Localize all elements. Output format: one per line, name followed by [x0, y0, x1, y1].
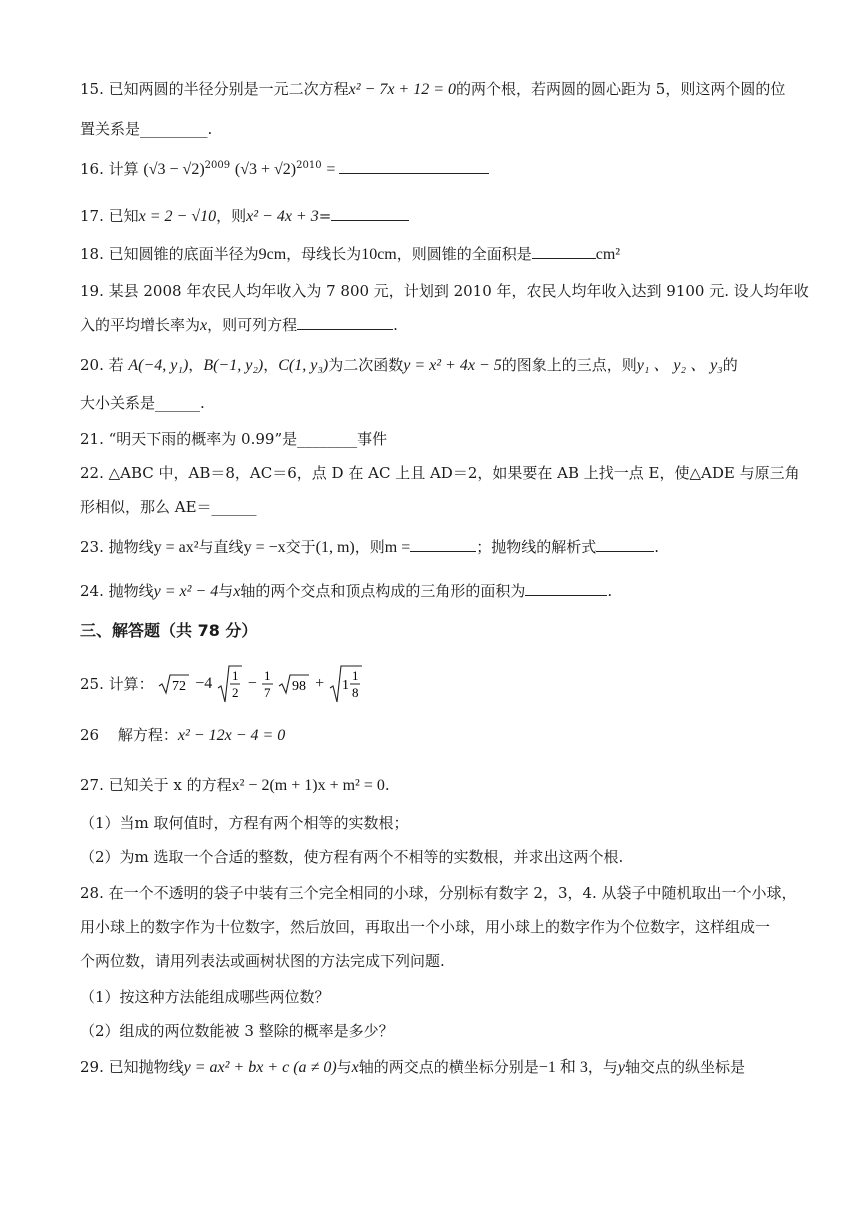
question-28-line-1: 28. 在一个不透明的袋子中装有三个完全相同的小球，分别标有数字 2，3，4. 从袋子中随机取出一个小球， — [80, 884, 797, 902]
q27-equation: x² − 2(m + 1)x + m² = 0 — [231, 777, 385, 794]
svg-text:1: 1 — [351, 668, 359, 683]
svg-text:1: 1 — [232, 668, 239, 683]
sqrt-98 — [278, 673, 310, 695]
q23-blank-2 — [596, 537, 654, 552]
q27-text-a: 27. 已知关于 x 的方程 — [80, 776, 232, 794]
q29-text-d: ，与 — [587, 1058, 618, 1076]
q25-minus: − — [247, 675, 257, 692]
sqrt-72 — [158, 673, 190, 695]
question-29 — [80, 1056, 745, 1079]
q19-text-c: . — [393, 316, 398, 334]
q20-tail-2: 的 — [722, 356, 738, 374]
q18-text-a: 18. 已知圆锥的底面半径为 — [80, 245, 259, 263]
q16-prefix: 16. 计算 — [80, 160, 139, 178]
sqrt-one-and-one-eighth — [329, 664, 363, 704]
q17-suffix: = — [318, 207, 332, 225]
question-17 — [80, 205, 409, 228]
svg-text:1: 1 — [341, 678, 349, 693]
q23-text-d: ，则 — [354, 538, 385, 556]
question-19-line-2 — [80, 314, 398, 337]
question-20-line-2: 大小关系是______. — [80, 394, 205, 412]
question-28-part-1: （1）按这种方法能组成哪些两位数？ — [80, 988, 330, 1006]
svg-text:72: 72 — [172, 679, 187, 694]
svg-text:8: 8 — [351, 685, 359, 700]
question-15-line-2: 置关系是_________. — [80, 120, 213, 138]
q19-variable: x — [200, 317, 208, 334]
q29-values: −1 和 3 — [538, 1059, 588, 1076]
svg-text:98: 98 — [292, 679, 307, 694]
question-22-line-1: 22. △ABC 中，AB＝8，AC＝6，点 D 在 AC 上且 AD＝2，如果要在 AB 上找一点 E，使△ADE 与原三角 — [80, 464, 800, 482]
q23-text-a: 23. 抛物线 — [80, 538, 154, 556]
q23-parabola: y = ax² — [153, 539, 199, 556]
q26-number: 26 — [80, 726, 100, 744]
svg-text:2: 2 — [232, 685, 239, 700]
question-27-part-1: （1）当m 取何值时，方程有两个相等的实数根； — [80, 814, 409, 832]
q29-function: y = ax² + bx + c (a ≠ 0) — [183, 1059, 337, 1076]
q19-text-a: 入的平均增长率为 — [80, 316, 201, 334]
question-27-part-2: （2）为m 选取一个合适的整数，使方程有两个不相等的实数根，并求出这两个根. — [80, 848, 624, 866]
q29-y: y — [617, 1059, 625, 1076]
fraction-one-seventh — [262, 666, 274, 702]
q25-minus-4: −4 — [195, 675, 213, 692]
question-19-line-1: 19. 某县 2008 年农民人均年收入为 7 800 元，计划到 2010 年，农民人均年收入达到 9100 元. 设人均年收 — [80, 282, 809, 300]
q24-text-c: 轴的两个交点和顶点构成的三角形的面积为 — [240, 582, 526, 600]
q29-text-a: 29. 已知抛物线 — [80, 1058, 184, 1076]
q17-expression: x² − 4x + 3 — [246, 208, 319, 225]
q24-answer-blank — [525, 581, 607, 596]
q15-text-a: 15. 已知两圆的半径分别是一元二次方程 — [80, 80, 349, 98]
svg-text:1: 1 — [263, 668, 271, 683]
q23-text-g: . — [654, 538, 660, 556]
q29-text-e: 轴交点的纵坐标是 — [624, 1058, 745, 1076]
q23-text-c: 交于 — [285, 538, 316, 556]
q15-text-b: 的两个根，若两圆的圆心距为 5，则这两个圆的位 — [456, 80, 786, 98]
q18-slant-length: 10cm — [361, 246, 397, 263]
q20-prefix: 20. 若 — [80, 356, 124, 374]
q19-answer-blank — [297, 315, 393, 330]
q18-unit: cm² — [595, 246, 621, 263]
q16-equals: = — [326, 161, 340, 178]
question-24 — [80, 580, 612, 603]
sqrt-half — [217, 664, 243, 704]
question-18 — [80, 243, 620, 266]
q27-text-b: . — [384, 776, 390, 794]
q15-equation: x² − 7x + 12 = 0 — [348, 81, 457, 98]
q18-text-c: ，则圆锥的全面积是 — [396, 245, 532, 263]
q20-mid: 为二次函数 — [328, 356, 404, 374]
q17-condition: x = 2 − √10 — [138, 208, 217, 225]
q26-prefix: 解方程： — [117, 726, 178, 744]
question-16 — [80, 158, 489, 181]
q29-x: x — [351, 1059, 359, 1076]
question-28-part-2: （2）组成的两位数能被 3 整除的概率是多少？ — [80, 1022, 394, 1040]
q25-prefix: 25. 计算： — [80, 675, 154, 693]
q20-y-values: y₁ 、 y₂ 、 y₃ — [636, 357, 723, 374]
q20-point-b: B(−1, y₂) — [203, 357, 264, 374]
q24-text-d: . — [607, 582, 613, 600]
q18-radius: 9cm — [258, 246, 287, 263]
question-23 — [80, 536, 659, 559]
question-22-line-2: 形相似，那么 AE＝______ — [80, 498, 257, 516]
q23-line: y = −x — [243, 539, 286, 556]
q20-point-c: C(1, y₃) — [278, 357, 329, 374]
question-15-line-1 — [80, 78, 785, 101]
q24-text-a: 24. 抛物线 — [80, 582, 154, 600]
q23-text-b: 与直线 — [198, 538, 244, 556]
question-26 — [80, 724, 285, 747]
question-20-line-1: 20. 若 A(−4, y₁)，B(−1, y₂)，C(1, y₃)为二次函数y = x² + 4x − 5的图象上的三点，则y₁ 、 y₂ 、 y₃的 — [80, 356, 738, 374]
q17-prefix: 17. 已知 — [80, 207, 139, 225]
section-3-heading: 三、解答题（共 78 分） — [80, 621, 258, 640]
q25-plus: + — [315, 675, 325, 692]
q16-expr-1: (√3 − √2) — [143, 161, 205, 178]
question-28-line-2: 用小球上的数字作为十位数字，然后放回，再取出一个小球，用小球上的数字作为个位数字，这样组成一 — [80, 918, 771, 936]
q23-blank-1 — [410, 537, 476, 552]
svg-text:7: 7 — [263, 685, 271, 700]
q29-text-b: 与 — [336, 1058, 352, 1076]
q16-expr-2: (√3 + √2) — [234, 161, 297, 178]
q24-x: x — [233, 583, 241, 600]
q16-exponent-1: 2009 — [204, 160, 231, 171]
q23-point: (1, m) — [315, 539, 355, 556]
q16-exponent-2: 2010 — [296, 160, 322, 171]
q24-text-b: 与 — [218, 582, 234, 600]
question-28-line-3: 个两位数，请用列表法或画树状图的方法完成下列问题. — [80, 952, 445, 970]
q20-point-a: A(−4, y₁) — [128, 357, 189, 374]
q19-text-b: ，则可列方程 — [207, 316, 298, 334]
q26-equation: x² − 12x − 4 = 0 — [177, 727, 286, 744]
q17-mid: ，则 — [216, 207, 247, 225]
q24-function: y = x² − 4 — [153, 583, 219, 600]
q17-answer-blank — [331, 206, 409, 221]
q23-m-equals: m = — [384, 539, 411, 556]
q29-text-c: 轴的两交点的横坐标分别是 — [358, 1058, 539, 1076]
question-27-stem — [80, 774, 390, 797]
q18-text-b: ，母线长为 — [286, 245, 362, 263]
q20-tail: 的图象上的三点，则 — [501, 356, 637, 374]
q16-answer-blank — [339, 159, 489, 174]
question-25 — [80, 664, 363, 704]
q23-text-f: ；抛物线的解析式 — [476, 538, 597, 556]
q18-answer-blank — [532, 244, 596, 259]
q20-function: y = x² + 4x − 5 — [403, 357, 502, 374]
question-21: 21. “明天下雨的概率为 0.99”是________事件 — [80, 430, 388, 448]
